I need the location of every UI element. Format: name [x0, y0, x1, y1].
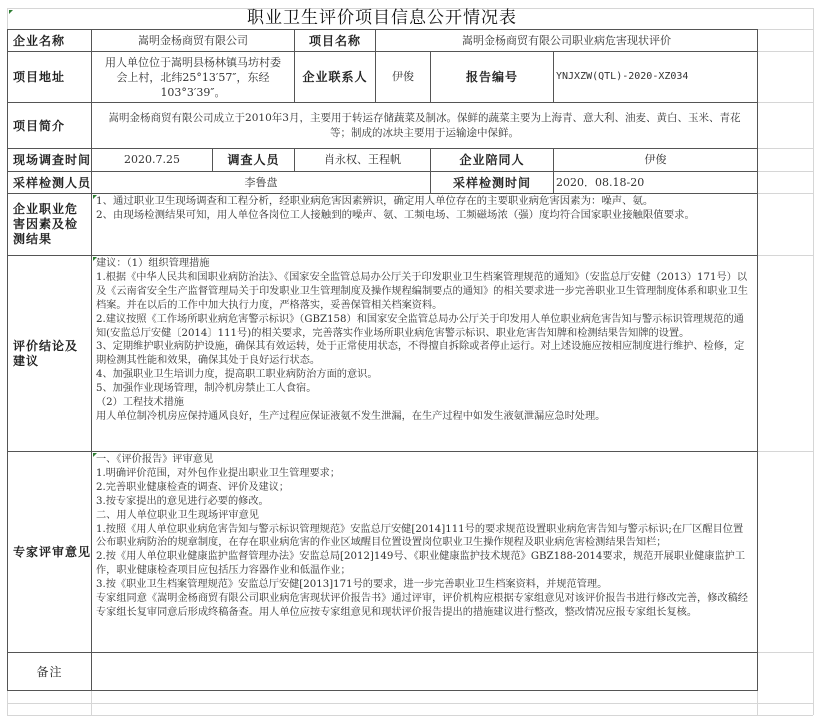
project-summary-value[interactable]: 嵩明金杨商贸有限公司成立于2010年3月，主要用于转运存储蔬菜及制冰。保鲜的蔬菜主要为上海青、意大利、油麦、黄白、玉米、青花等；制成的冰块主要用于运输途中保鲜。 [108, 111, 741, 139]
gridline [757, 148, 813, 149]
label-surveyors: 调查人员 [227, 153, 280, 167]
table-border [757, 29, 758, 691]
label-conclusion: 评价结论及建议 [13, 338, 79, 368]
gridline [757, 51, 813, 52]
gridline [7, 703, 813, 704]
report-number-value[interactable]: YNJXZW(QTL)-2020-XZ034 [556, 71, 689, 82]
gridline [7, 715, 813, 716]
label-project-name: 项目名称 [308, 33, 361, 48]
label-company-name: 企业名称 [13, 33, 66, 48]
label-survey-time: 现场调查时间 [13, 153, 91, 167]
label-company-contact: 企业联系人 [302, 70, 368, 84]
conclusion-value[interactable]: 建议：（1）组织管理措施 1.根据《中华人民共和国职业病防治法》、《国家安全监管总局办公厅关于印发职业卫生档案管理规范的通知》（安监总厅安健（2013）171号）以及《云南省安全生产监督管理局关于印发职业卫生管理制度及操作规程编制要点的通知》的相关要求进一步完善职业卫生管理制度体系和职业卫生档案。并在以后的工作中加大执行力度，严格落实，妥善保管相关档案资料。 2.建议按照《工作场所职业病危害警示标识》（GBZ158）和国家安全监管总局办公厅关于印发用人单位职业病危害告知与警示标识管理规范的通知(安监总厅安健〔2014〕111号)的相关要求，完善落实作业场所职业病危害警示标识、职业危害告知牌和检测结果告知牌的设置。 3、定期维护职业病防护设施，确保其有效运转，处于正常使用状态，不得擅自拆除或者停止运行。对上述设施应按相应制度进行维护、检修，定期检测其性能和效果，确保其处于良好运行状态。 4、加强职业卫生培训力度，提高职工职业病防治方面的意识。 5、加强作业现场管理，制冷机房禁止工人食宿。 （2）工程技术措施 用人单位制冷机房应保持通风良好，生产过程应保证液氨不发生泄漏，在生产过程中如发生液氨泄漏应急时处理。 [96, 258, 748, 422]
sampling-time-value[interactable]: 2020．08.18-20 [556, 175, 645, 189]
label-sampling-staff: 采样检测人员 [13, 175, 91, 190]
gridline [757, 652, 813, 653]
gridline [757, 29, 813, 30]
page-title: 职业卫生评价项目信息公开情况表 [247, 8, 517, 28]
label-company-escort: 企业陪同人 [459, 153, 525, 167]
label-hazards-results: 企业职业危害因素及检测结果 [13, 202, 79, 246]
project-address-value[interactable]: 用人单位位于嵩明县杨林镇马坊村委会上村，北纬25°13′57″，东经103°3′39″。 [105, 55, 281, 99]
remarks-value[interactable] [92, 653, 757, 690]
label-project-summary: 项目简介 [13, 118, 66, 133]
label-sampling-time: 采样检测时间 [452, 175, 531, 190]
company-contact-value[interactable]: 伊俊 [392, 70, 414, 83]
label-remarks: 备注 [36, 664, 63, 679]
table-border [7, 690, 758, 691]
label-project-address: 项目地址 [13, 70, 66, 84]
survey-time-value[interactable]: 2020.7.25 [124, 153, 180, 166]
hazards-results-value[interactable]: 1、通过职业卫生现场调查和工程分析，经职业病危害因素辨识，确定用人单位存在的主要职业病危害因素为：噪声、氨。 2、由现场检测结果可知，用人单位各岗位工人接触到的噪声、氨、工频电场、工频磁场浓（强）度均符合国家职业接触限值要求。 [96, 195, 695, 221]
gridline [91, 690, 92, 715]
company-escort-value[interactable]: 伊俊 [644, 153, 667, 166]
expert-opinion-value[interactable]: 一、《评价报告》评审意见 1.明确评价范围，对外包作业提出职业卫生管理要求； 2.完善职业健康检查的调查、评价及建议； 3.按专家提出的意见进行必要的修改。 二、用人单位职业卫生现场评审意见 1.按照《用人单位职业病危害告知与警示标识管理规范》安监总厅安健[2014]111号的要求规范设置职业病危害告知与警示标识;在厂区醒目位置公布职业病防治的规章制度，在存在职业病危害的作业区域醒目位置设置岗位职业卫生操作规程及职业病危害检测结果告知栏； 2.按《用人单位职业健康监护监督管理办法》安监总局[2012]149号、《职业健康监护技术规范》GBZ188-2014要求，规范开展职业健康监护工作，职业健康检查项目应包括压力容器作业和低温作业； 3.按《职业卫生档案管理规范》安监总厅安健[2013]171号的要求，进一步完善职业卫生档案资料，并规范管理。 专家组同意《嵩明金杨商贸有限公司职业病危害现状评价报告书》通过评审，评价机构应根据专家组意见对该评价报告书进行修改完善，修改稿经专家组长复审同意后形成终稿备查。用人单位应按专家组意见和现状评价报告提出的措施建议进行整改，整改情况应报专家组长复核。 [96, 454, 748, 618]
label-report-number: 报告编号 [465, 70, 518, 84]
gridline [757, 193, 813, 194]
project-name-value[interactable]: 嵩明金杨商贸有限公司职业病危害现状评价 [462, 33, 671, 47]
gridline [757, 102, 813, 103]
gridline [757, 451, 813, 452]
gridline [813, 8, 814, 715]
gridline [757, 255, 813, 256]
sampling-staff-value[interactable]: 李鲁盘 [244, 175, 278, 189]
surveyors-value[interactable]: 肖永权、王程帆 [324, 153, 401, 166]
gridline [757, 171, 813, 172]
label-expert-opinion: 专家评审意见 [13, 545, 91, 559]
company-name-value[interactable]: 嵩明金杨商贸有限公司 [138, 33, 248, 47]
